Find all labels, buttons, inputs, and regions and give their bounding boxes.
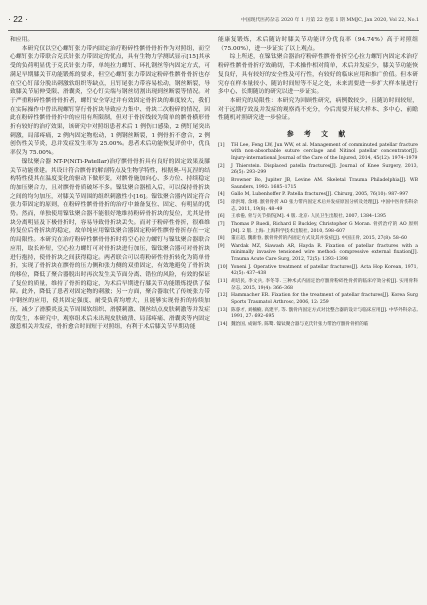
references-heading: 参 考 文 献	[286, 130, 350, 139]
reference-item	[218, 164, 418, 177]
reference-item	[218, 200, 418, 213]
page-number: · 22 ·	[8, 14, 28, 24]
reference-item	[218, 178, 418, 191]
reference-text: TH Lee, Feng LW, Jun WW, et al. Management of comminuted patellar fracture with non-absorbable suture cerclage and Nitinol patellar concentrator[J]. Injury-international Journal of the Care of the Injured, 2014, 45(12): 1974–1979	[231, 142, 418, 162]
reference-list	[218, 143, 418, 329]
reference-text: Gallo M, Lubenhoffer P. Patella fractures[J]. Chirurg, 2005, 76(10): 987–997	[231, 192, 409, 198]
reference-text: Browner Bo, Jupiter JB, Levine AM. Skeletal Trauma Philadelphia[J]. WB Saunders, 1992: 1685–1715	[231, 178, 418, 190]
page-header	[8, 10, 419, 31]
reference-item	[218, 143, 418, 163]
reference-number: [3]	[218, 178, 225, 184]
reference-item	[218, 192, 418, 199]
reference-item	[218, 279, 418, 292]
reference-number: [10]	[218, 264, 228, 270]
reference-number: [1]	[218, 142, 225, 148]
reference-text: Thomas P Ruedi, Richard E Buckley, Christopher G Moran. 骨折治疗的 AO 原则[M]. 2 版. 上海: 上海科学技术出版社, 2010, 598–607	[231, 221, 418, 234]
reference-text: 王承倦, 骨与关节损伤[M]. 4 版. 北京: 人民卫生出版社, 2007, 1384–1395	[231, 214, 386, 220]
reference-item	[218, 265, 418, 278]
paragraph: 本研究的局限性：本研究为回顾性研究，病例数较少，且随访时间较短，对于远期疗效及并发症的观察尚不充分，今后需要开展大样本、多中心、前瞻性随机对照研究进一步验证。	[218, 97, 418, 122]
reference-text: 陈睿才, 刘楠楠, 高建平, 等. 髌骨内固定方式对比整合器的设计与临床应用[J]. 中华外科杂志, 1991, 27: 692–695	[231, 307, 418, 320]
paragraph: 综上所述，在镍钛聚合器治疗粉碎性髌骨骨折空心拉力螺钉内固定术治疗粉碎性髌骨骨折疗效确切，手术操作相对简单，术后并发症少，膝关节功能恢复良好，具有较好的安全性及可行性，有较好的临床应用和推广价值。但本研究存在样本量较小、随访时间短等不足之处，未来需要进一步扩大样本量进行多中心、长期随访的研究以进一步证实。	[218, 54, 418, 96]
left-column	[10, 36, 210, 592]
reference-item	[218, 308, 418, 321]
reference-number: [14]	[218, 321, 228, 327]
reference-number: [9]	[218, 243, 225, 249]
paragraph: 本研究仅以空心螺钉张力带内固定治疗粉碎性髌骨骨折作为对照组，而空心螺钉张力带联合克氏针张力带固定的优点，具有生物力学测试显示[15]其承受的负荷明显优于克氏针张力带，单纯拉力螺钉、环扎钢丝等内固定方式，可满足早期膝关节功能锻炼的要求，但空心螺钉张力带固定粉碎性髌骨骨折也存在空心钉部分脱出刺激软组织等缺点，且钉尾张力带容易松动，钢丝断裂，导致膝关节屈伸受限、滑囊炎，空心钉尖端与钢丝切割出现到丝断裂等情况。对于严重粉碎性髌骨骨折者，螺钉安全穿过并有效固定骨折块的难度较大，我们在实际操作中曾出现螺钉穿行骨折块导致应力集中、骨块二次粉碎的情况，因此在粉碎性髌骨骨折中的应用有所限制，但对于骨折线较为简单的髌骨横形骨折有较好的治疗效果，该研究中对照组患者术后 1 例伤口感染，2 例钉尾突出刺激，局部疼痛，2 例内固定物松动，1 例钢丝断裂，1 例骨折不愈合，2 例创伤性关节炎，总并发症发生率为 25.00%。患者术后功能恢复评价中，优良率仅为 75.00%。	[10, 45, 210, 157]
reference-text: 徐洪琦, 余翊. 髌骨骨折 AO 张力带内固定术后并发症原因分析及处理[J]. 中国中医骨伤科杂志, 2011, 19(8): 48–49	[231, 199, 418, 212]
reference-item	[218, 244, 418, 264]
reference-text: 魏治国, 成锡华, 陈鹭. 镍钛聚合器与克氏针张力带治疗髌骨骨折的临	[231, 321, 369, 327]
reference-item	[218, 322, 418, 329]
reference-number: [11]	[218, 279, 228, 284]
reference-text: 董正超, 魏新春, 髌骨骨折的内固定方式及其并发症[J]. 中国正骨, 2015, 27(8): 58–60	[231, 236, 407, 242]
reference-number: [5]	[218, 199, 225, 205]
paragraph: 和应用。	[10, 37, 34, 43]
reference-item	[218, 222, 418, 235]
reference-text: Hammacher ER. Fixation for the treatment of patellar fractures[J]. Korea Surg Sports Traumatol Arthrosc, 2006, 12: 259	[231, 293, 418, 305]
reference-number: [12]	[218, 293, 228, 299]
reference-number: [2]	[218, 163, 225, 169]
reference-text: J Thierstein. Displaced patella fractures[J]. Journal of Knee Surgery, 2013, 26(5): 293–299	[231, 163, 418, 176]
reference-item	[218, 236, 418, 243]
reference-text: Wardak MZ, Siawash AR, Hayda R. Fixation of patellar fractures with a minimally invasive tensioned wire method: compressive external fixation[J]. Trauma Acute Care Surg, 2012, 72(5): 1393–1398	[231, 243, 418, 263]
reference-text: 胡培民, 李文兵, 李冬等. 三种术式内固定治疗髌骨粉碎性骨折的临床疗效分析[J]. 实用骨科杂志, 2015, 19(4): 366–368	[231, 279, 418, 291]
running-title: 中国现代医药杂志 2020 年 1 月第 22 卷第 1 期 MMJC, Jan 2020, Vol 22, No.1	[241, 18, 419, 23]
reference-number: [7]	[218, 221, 225, 227]
right-column	[218, 36, 418, 329]
reference-item	[218, 214, 418, 221]
paragraph: 能康复锻炼，术后随访时膝关节功能评分优良率（94.74%）高于对照组（75.00%），进一步证实了以上观点。	[218, 37, 418, 52]
reference-item	[218, 293, 418, 306]
reference-text: Yoneni J. Operative treatment of patellar fractures[J]. Acta Hop Korean, 1971, 42(5): 437–438	[231, 264, 418, 277]
paragraph: 镍钛聚合器 NT-P(NiTi-Patellar)治疗髌骨骨折具有良好的固定效果及膝关节功能重建。其设计符合髌骨的解剖特点及生物学特性，根据奥-马瓦涅的结构特性使其在温度变化的驱动下做形变，对髌骨施加向心、多方位、持续稳定的加压聚合力，且对髌骨骨质破坏不多。镍钛聚合器植入后，可以保持骨折块之间的均匀加压，对膝关节周围的组织刺激性小[16]。镍钛聚合器内固定符合张力带固定的原则，在粉碎性髌骨骨折的治疗中兼备复位、固定、有明显的优势。然而，单独使用镍钛聚合器不能很好地维持粉碎骨折块的复位，尤其是骨块分离明显及下极骨折时，容易导致骨折块丢失。而对于粉碎性骨折，很难维持复位后骨折块的稳定，故单纯应用镍钛聚合器固定粉碎性髌骨骨折存在一定的局限性。本研究在治疗粉碎性髌骨骨折时将空心拉力螺钉与镍钛聚合器联合应用，取长补短，空心拉力螺钉可对骨折块进行加压，镍钛聚合器可对骨折块进行抱持，使骨折块之间获得稳定。两者联合可以将粉碎性骨折转化为简单骨折，实现了骨折块在髌骨的压力侧和张力侧的双重固定，有效地避免了骨折块的移位，降低了聚合器脱出时再次发生关节面分离、错位的风险，有效的保证了复位的质量，维持了骨折的稳定，为术后早期进行膝关节功能锻炼提供了保障。此外，降低了患者对固定物的刺激；另一方面，聚合器取代了传统张力带中钢丝的应用，使其固定强度、耐受负荷均增大，且能够实现骨折的持续加压，减少了滑膜炎及关节周围软组织、滑膜刺激、钢丝结点皮肤刺激等并发症的发生，本研究中，观察组术后未出现皮肤破溃、局部疼痛、滑囊炎等内固定激惹相关并发症，骨折愈合时间短于对照组，有利于术后膝关节早期功能	[10, 158, 210, 331]
reference-number: [8]	[218, 236, 225, 242]
reference-number: [6]	[218, 214, 225, 220]
reference-number: [4]	[218, 192, 225, 198]
reference-number: [13]	[218, 307, 228, 313]
